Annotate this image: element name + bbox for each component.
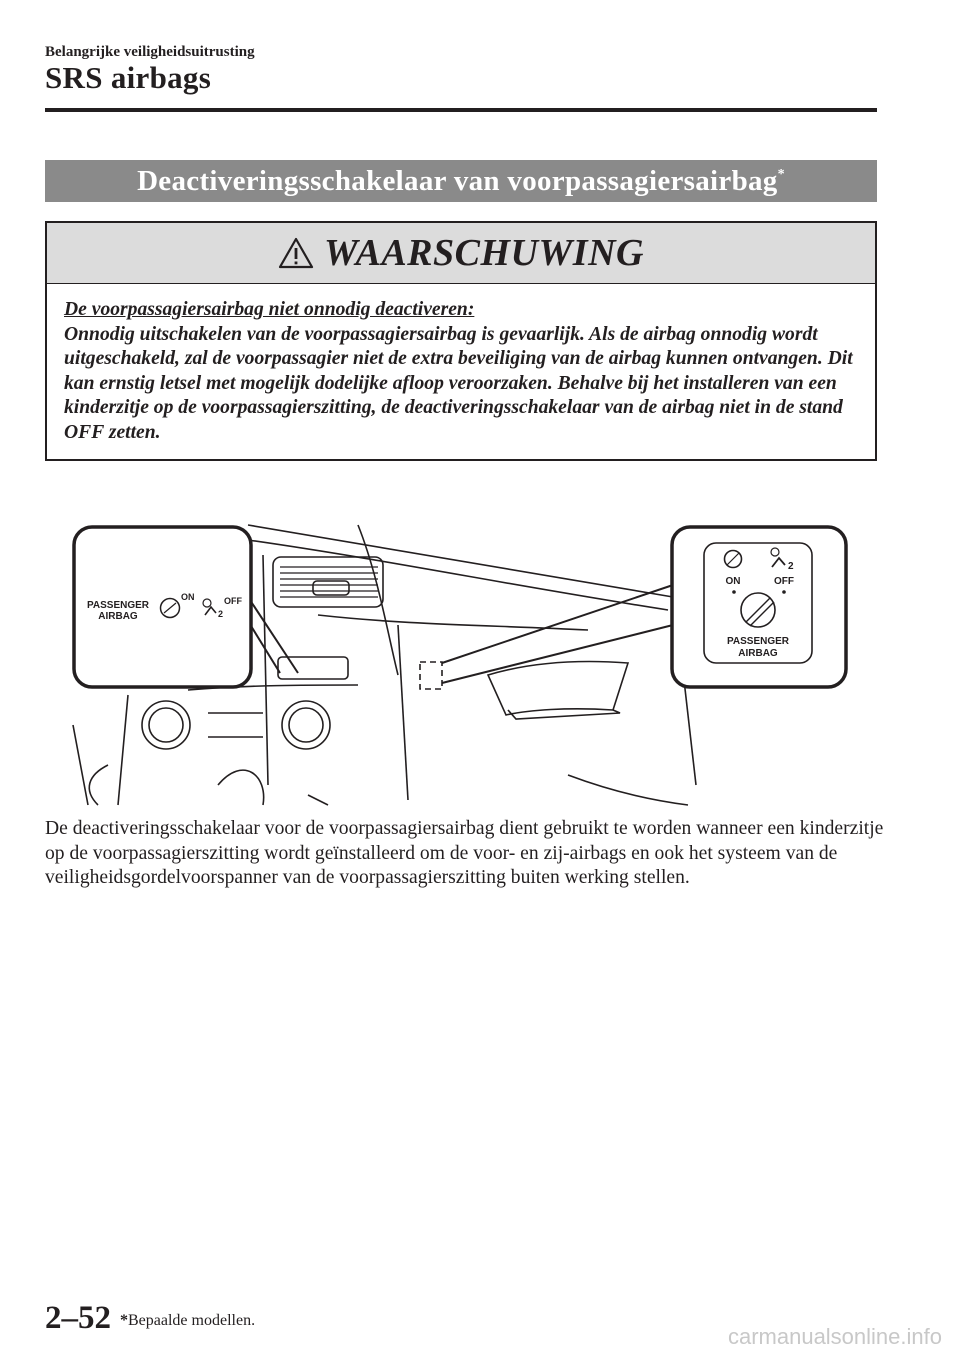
right-callout: [672, 527, 846, 687]
left-callout-label-1: PASSENGER: [86, 600, 150, 611]
right-callout-num: 2: [788, 561, 794, 572]
right-callout-on: ON: [725, 576, 741, 587]
warning-body: [47, 284, 875, 446]
warning-subtitle: De voorpassagiersairbag niet onnodig deactiveren:: [64, 299, 475, 320]
warning-box: [45, 221, 877, 461]
section-label: Belangrijke veiligheidsuitrusting: [45, 44, 255, 60]
left-callout-on: ON: [181, 592, 195, 602]
footnote-star: *: [120, 1312, 128, 1329]
watermark: carmanualsonline.info: [727, 1324, 942, 1349]
title-divider: [45, 108, 877, 112]
left-callout-num: 2: [218, 609, 224, 619]
banner-title: Deactiveringsschakelaar van voorpassagiersairbag: [137, 165, 778, 197]
warning-header: [47, 223, 875, 284]
page-number: 2–52: [45, 1300, 111, 1336]
footnote: [120, 1312, 255, 1330]
right-callout-label-1: PASSENGER: [726, 636, 790, 647]
warning-title: WAARSCHUWING: [324, 232, 644, 274]
body-paragraph: De deactiveringsschakelaar voor de voorpassagiersairbag dient gebruikt te worden wanneer een kinderzitje op de voorpassagierszitting wordt geïnstalleerd om de voor- en zij-airbags en ook het systeem van de veiligheidsgordelvoorspanner van de voorpassagierszitting buiten werking stellen.: [45, 818, 884, 889]
left-callout: [74, 527, 251, 687]
right-callout-label-2: AIRBAG: [738, 648, 778, 659]
left-callout-label-2: AIRBAG: [98, 611, 138, 622]
footnote-text: Bepaalde modellen.: [128, 1312, 256, 1329]
banner-asterisk: *: [777, 167, 785, 182]
warning-text: Onnodig uitschakelen van de voorpassagiersairbag is gevaarlijk. Als de airbag onnodig wordt uitgeschakeld, zal de voorpassagier niet de extra beveiliging van de airbag kunnen ontvangen. Dit kan ernstig letsel met mogelijk dodelijke afloop veroorzaken. Behalve bij het installeren van een kinderzitje op de voorpassagierszitting, de deactiveringsschakelaar van de airbag niet in de stand OFF zetten.: [64, 323, 853, 443]
dashboard-illustration: [68, 515, 858, 807]
page-title: SRS airbags: [45, 60, 212, 95]
left-callout-off: OFF: [224, 596, 242, 606]
section-banner: [45, 160, 877, 202]
warning-triangle-icon: [278, 237, 314, 269]
right-callout-off: OFF: [774, 576, 794, 587]
